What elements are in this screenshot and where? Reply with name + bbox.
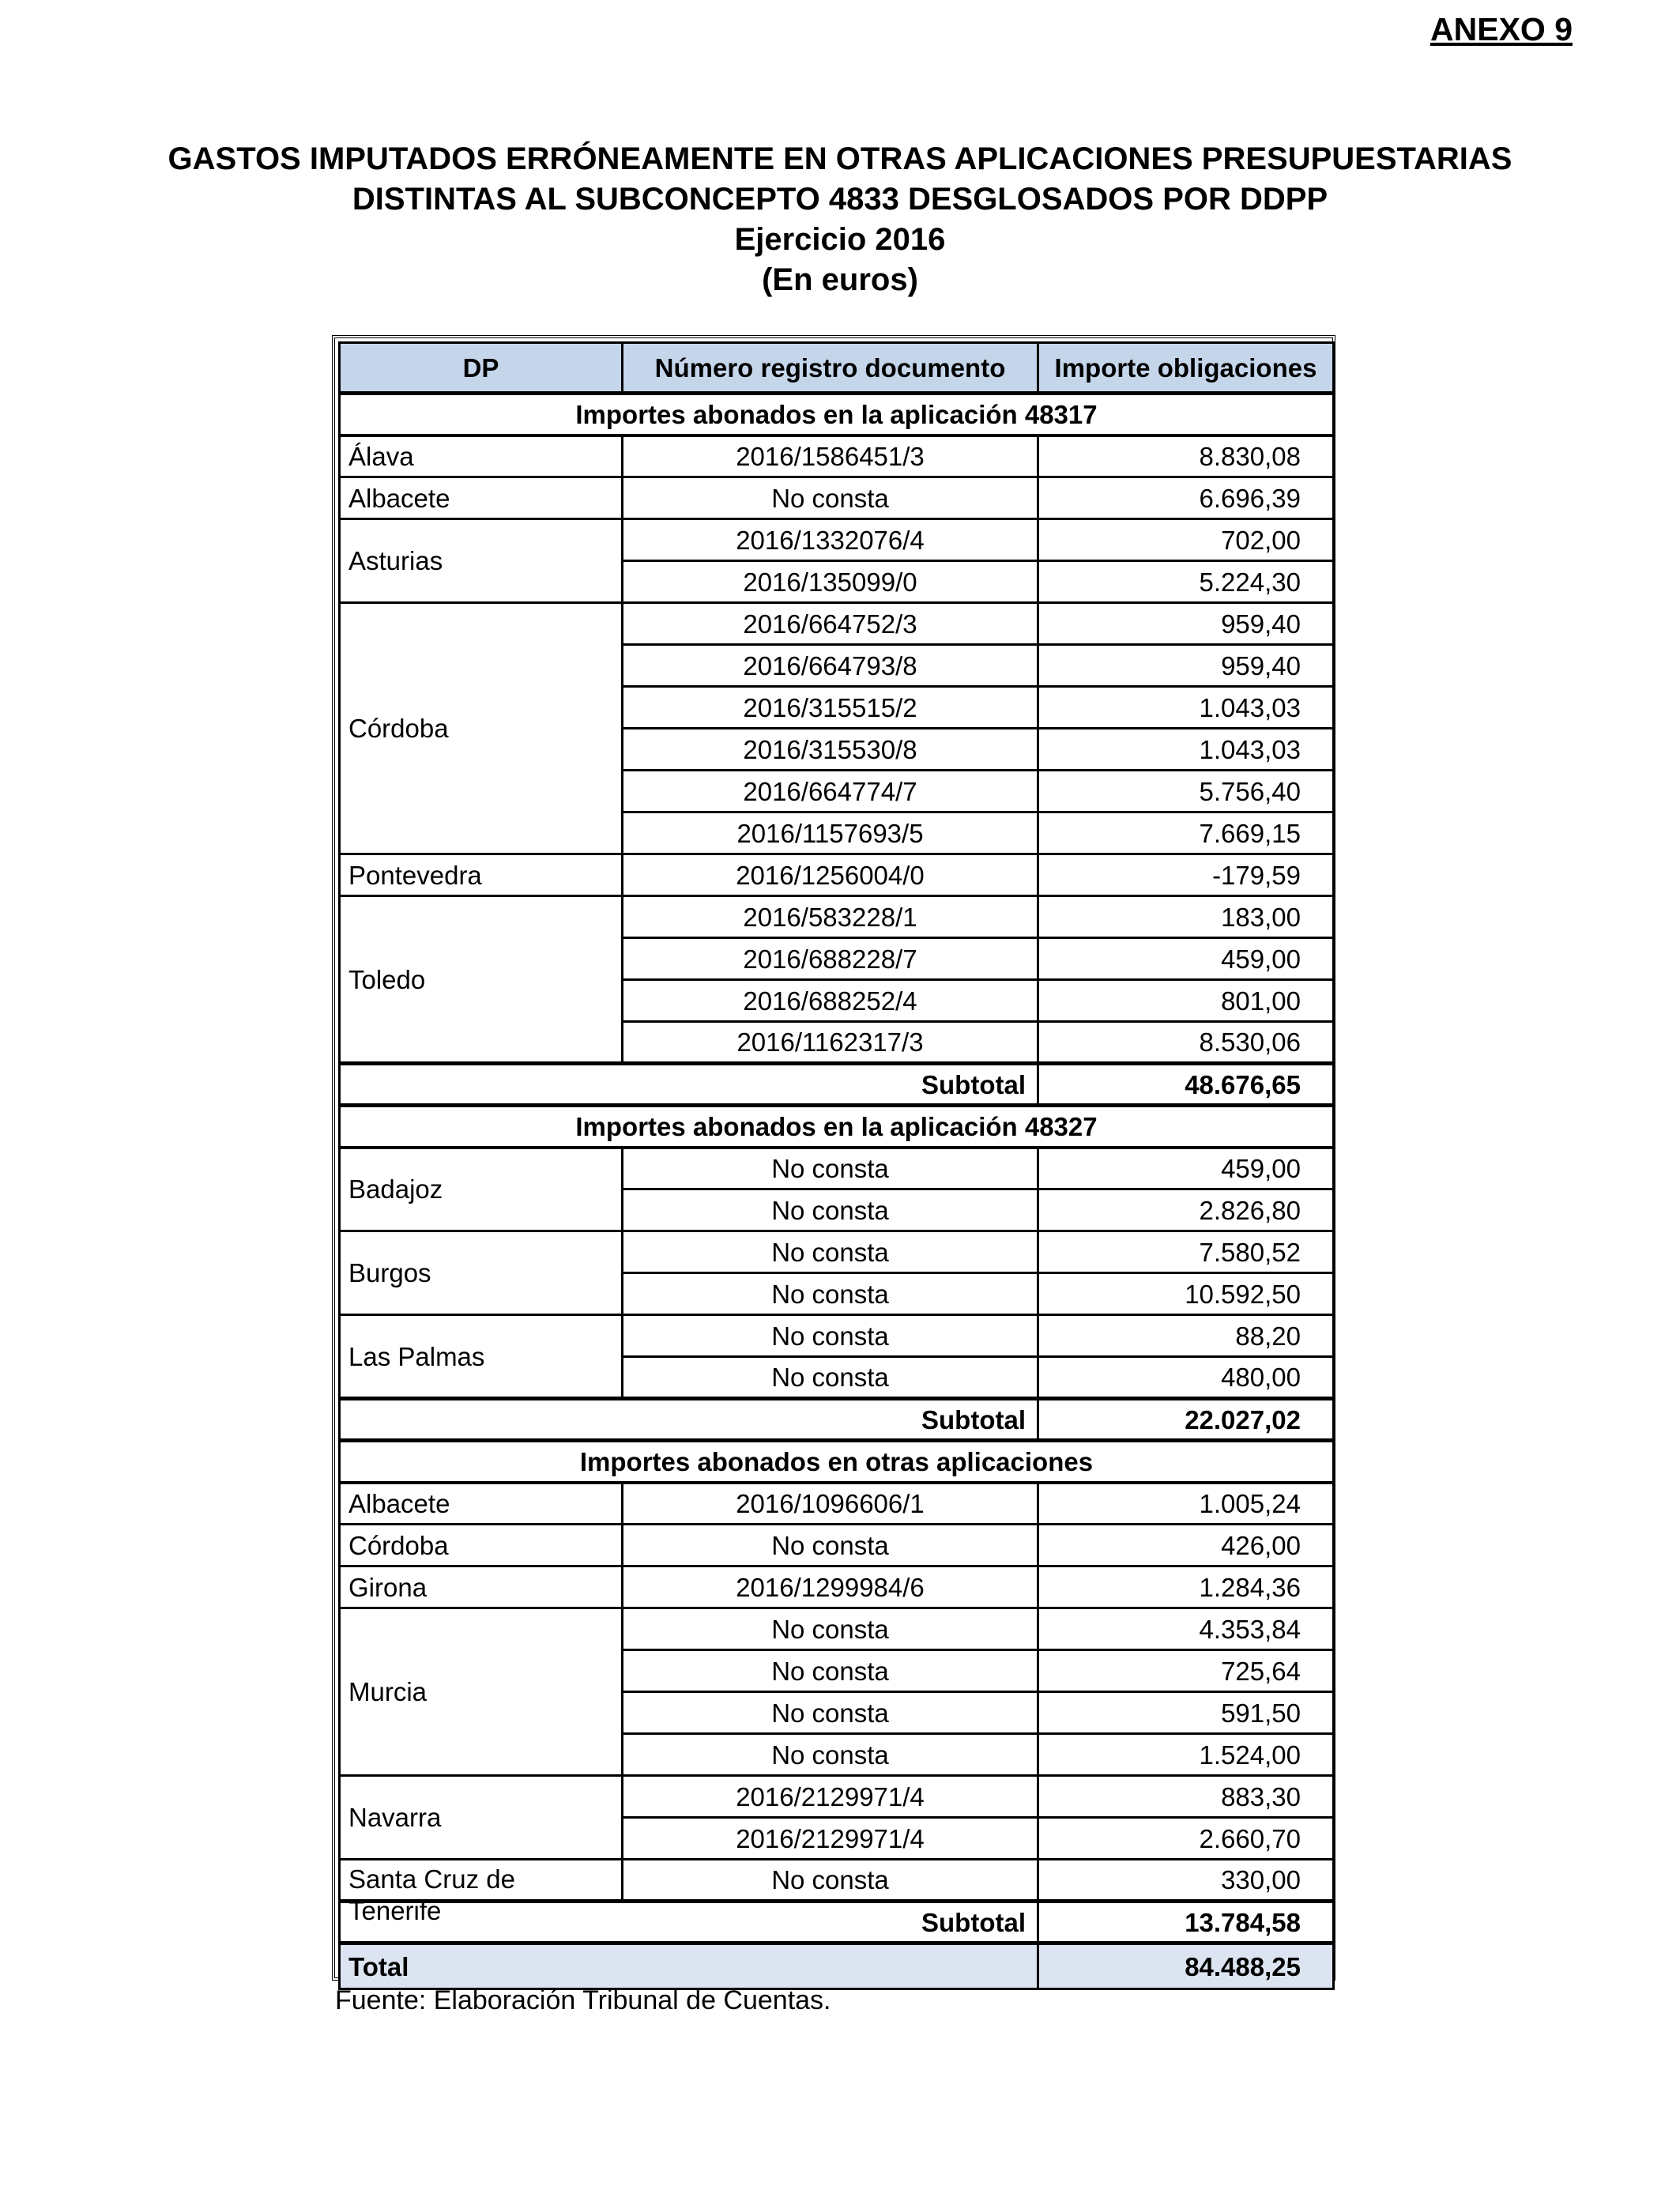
document-number-cell: 2016/135099/0	[623, 561, 1038, 603]
table-row	[340, 435, 1334, 477]
section-header-row	[340, 394, 1334, 435]
document-number-cell: 2016/688252/4	[623, 980, 1038, 1022]
amount-cell: 1.043,03	[1038, 729, 1334, 771]
table-row	[340, 1608, 1334, 1650]
title-line-1: GASTOS IMPUTADOS ERRÓNEAMENTE EN OTRAS APLICACIONES PRESUPUESTARIAS	[168, 141, 1512, 176]
document-number-cell: No consta	[623, 1148, 1038, 1189]
amount-cell: 1.284,36	[1038, 1566, 1334, 1608]
document-number-cell: 2016/583228/1	[623, 896, 1038, 938]
amount-cell: 7.580,52	[1038, 1231, 1334, 1273]
table-row	[340, 1566, 1334, 1608]
amount-cell: 1.524,00	[1038, 1734, 1334, 1776]
amount-cell: 10.592,50	[1038, 1273, 1334, 1315]
document-number-cell: No consta	[623, 1231, 1038, 1273]
header-document-number: Número registro documento	[623, 343, 1038, 394]
amount-cell: 5.756,40	[1038, 771, 1334, 812]
document-number-cell: No consta	[623, 1525, 1038, 1566]
subtotal-row	[340, 1399, 1334, 1441]
source-note: Fuente: Elaboración Tribunal de Cuentas.	[335, 1985, 831, 2015]
amount-cell: 88,20	[1038, 1315, 1334, 1357]
table-row	[340, 1483, 1334, 1525]
document-number-cell: 2016/1162317/3	[623, 1022, 1038, 1064]
table-body	[340, 394, 1334, 1989]
amount-cell: 702,00	[1038, 519, 1334, 561]
amount-cell: 330,00	[1038, 1860, 1334, 1902]
subtotal-row	[340, 1064, 1334, 1106]
document-number-cell: 2016/664793/8	[623, 645, 1038, 687]
subtotal-row	[340, 1902, 1334, 1943]
subtotal-label: Subtotal	[340, 1399, 1038, 1441]
amount-cell: 591,50	[1038, 1692, 1334, 1734]
amount-cell: 183,00	[1038, 896, 1334, 938]
amount-cell: 8.830,08	[1038, 435, 1334, 477]
amount-cell: 8.530,06	[1038, 1022, 1334, 1064]
dp-cell: Córdoba	[340, 1525, 623, 1566]
dp-cell: Girona	[340, 1566, 623, 1608]
total-label: Total	[340, 1943, 1038, 1989]
amount-cell: 801,00	[1038, 980, 1334, 1022]
document-title	[0, 139, 1680, 300]
section-header-row	[340, 1441, 1334, 1483]
subtotal-label: Subtotal	[340, 1064, 1038, 1106]
dp-cell: Burgos	[340, 1231, 623, 1315]
document-number-cell: 2016/664774/7	[623, 771, 1038, 812]
document-number-cell: 2016/1256004/0	[623, 854, 1038, 896]
table-row	[340, 1525, 1334, 1566]
dp-cell: Las Palmas	[340, 1315, 623, 1399]
header-amount: Importe obligaciones	[1038, 343, 1334, 394]
amount-cell: 959,40	[1038, 603, 1334, 645]
subtotal-value: 48.676,65	[1038, 1064, 1334, 1106]
section-title: Importes abonados en la aplicación 48317	[340, 394, 1334, 435]
amount-cell: 6.696,39	[1038, 477, 1334, 519]
dp-cell: Asturias	[340, 519, 623, 603]
document-number-cell: No consta	[623, 1357, 1038, 1399]
document-number-cell: No consta	[623, 477, 1038, 519]
table-header-row	[340, 343, 1334, 394]
document-number-cell: No consta	[623, 1692, 1038, 1734]
document-number-cell: 2016/315530/8	[623, 729, 1038, 771]
dp-cell: Córdoba	[340, 603, 623, 854]
amount-cell: 1.043,03	[1038, 687, 1334, 729]
document-number-cell: 2016/2129971/4	[623, 1818, 1038, 1860]
document-number-cell: 2016/1157693/5	[623, 812, 1038, 854]
document-number-cell: 2016/1299984/6	[623, 1566, 1038, 1608]
dp-cell	[340, 1860, 623, 1925]
document-number-cell: 2016/2129971/4	[623, 1776, 1038, 1818]
amount-cell: 480,00	[1038, 1357, 1334, 1399]
section-title: Importes abonados en la aplicación 48327	[340, 1106, 1334, 1148]
table-row	[340, 1776, 1334, 1818]
document-number-cell: No consta	[623, 1315, 1038, 1357]
document-number-cell: No consta	[623, 1189, 1038, 1231]
dp-cell: Badajoz	[340, 1148, 623, 1231]
amount-cell: 426,00	[1038, 1525, 1334, 1566]
table-row	[340, 854, 1334, 896]
table-row	[340, 477, 1334, 519]
section-header-row	[340, 1106, 1334, 1148]
subtotal-label: Subtotal	[340, 1902, 1038, 1943]
table-row	[340, 519, 1334, 561]
amount-cell: 2.826,80	[1038, 1189, 1334, 1231]
document-number-cell: 2016/1586451/3	[623, 435, 1038, 477]
table-row	[340, 603, 1334, 645]
dp-cell: Murcia	[340, 1608, 623, 1776]
dp-cell: Albacete	[340, 477, 623, 519]
title-line-4: (En euros)	[762, 262, 918, 297]
document-number-cell: No consta	[623, 1273, 1038, 1315]
total-row	[340, 1943, 1334, 1989]
amount-cell: 7.669,15	[1038, 812, 1334, 854]
table-row	[340, 1860, 1334, 1902]
document-number-cell: No consta	[623, 1860, 1038, 1902]
subtotal-value: 13.784,58	[1038, 1902, 1334, 1943]
document-number-cell: 2016/664752/3	[623, 603, 1038, 645]
total-value: 84.488,25	[1038, 1943, 1334, 1989]
subtotal-value: 22.027,02	[1038, 1399, 1334, 1441]
dp-cell: Navarra	[340, 1776, 623, 1860]
expenses-table-frame	[332, 335, 1335, 1981]
dp-cell: Pontevedra	[340, 854, 623, 896]
dp-cell: Toledo	[340, 896, 623, 1064]
document-number-cell: No consta	[623, 1608, 1038, 1650]
amount-cell: 459,00	[1038, 1148, 1334, 1189]
amount-cell: 459,00	[1038, 938, 1334, 980]
dp-cell: Álava	[340, 435, 623, 477]
annex-label: ANEXO 9	[1430, 11, 1573, 47]
section-title: Importes abonados en otras aplicaciones	[340, 1441, 1334, 1483]
amount-cell: 725,64	[1038, 1650, 1334, 1692]
amount-cell: 883,30	[1038, 1776, 1334, 1818]
document-number-cell: No consta	[623, 1650, 1038, 1692]
document-number-cell: 2016/1332076/4	[623, 519, 1038, 561]
table-row	[340, 1231, 1334, 1273]
header-dp: DP	[340, 343, 623, 394]
document-number-cell: No consta	[623, 1734, 1038, 1776]
amount-cell: 5.224,30	[1038, 561, 1334, 603]
amount-cell: -179,59	[1038, 854, 1334, 896]
amount-cell: 959,40	[1038, 645, 1334, 687]
document-number-cell: 2016/1096606/1	[623, 1483, 1038, 1525]
dp-cell: Albacete	[340, 1483, 623, 1525]
amount-cell: 1.005,24	[1038, 1483, 1334, 1525]
amount-cell: 4.353,84	[1038, 1608, 1334, 1650]
title-line-3: Ejercicio 2016	[734, 222, 946, 257]
dp-clipped-text: Santa Cruz de Tenerife	[348, 1864, 515, 1925]
document-number-cell: 2016/315515/2	[623, 687, 1038, 729]
table-row	[340, 896, 1334, 938]
expenses-table	[338, 341, 1335, 1990]
table-row	[340, 1315, 1334, 1357]
document-number-cell: 2016/688228/7	[623, 938, 1038, 980]
title-line-2: DISTINTAS AL SUBCONCEPTO 4833 DESGLOSADOS POR DDPP	[352, 182, 1328, 217]
amount-cell: 2.660,70	[1038, 1818, 1334, 1860]
table-row	[340, 1148, 1334, 1189]
